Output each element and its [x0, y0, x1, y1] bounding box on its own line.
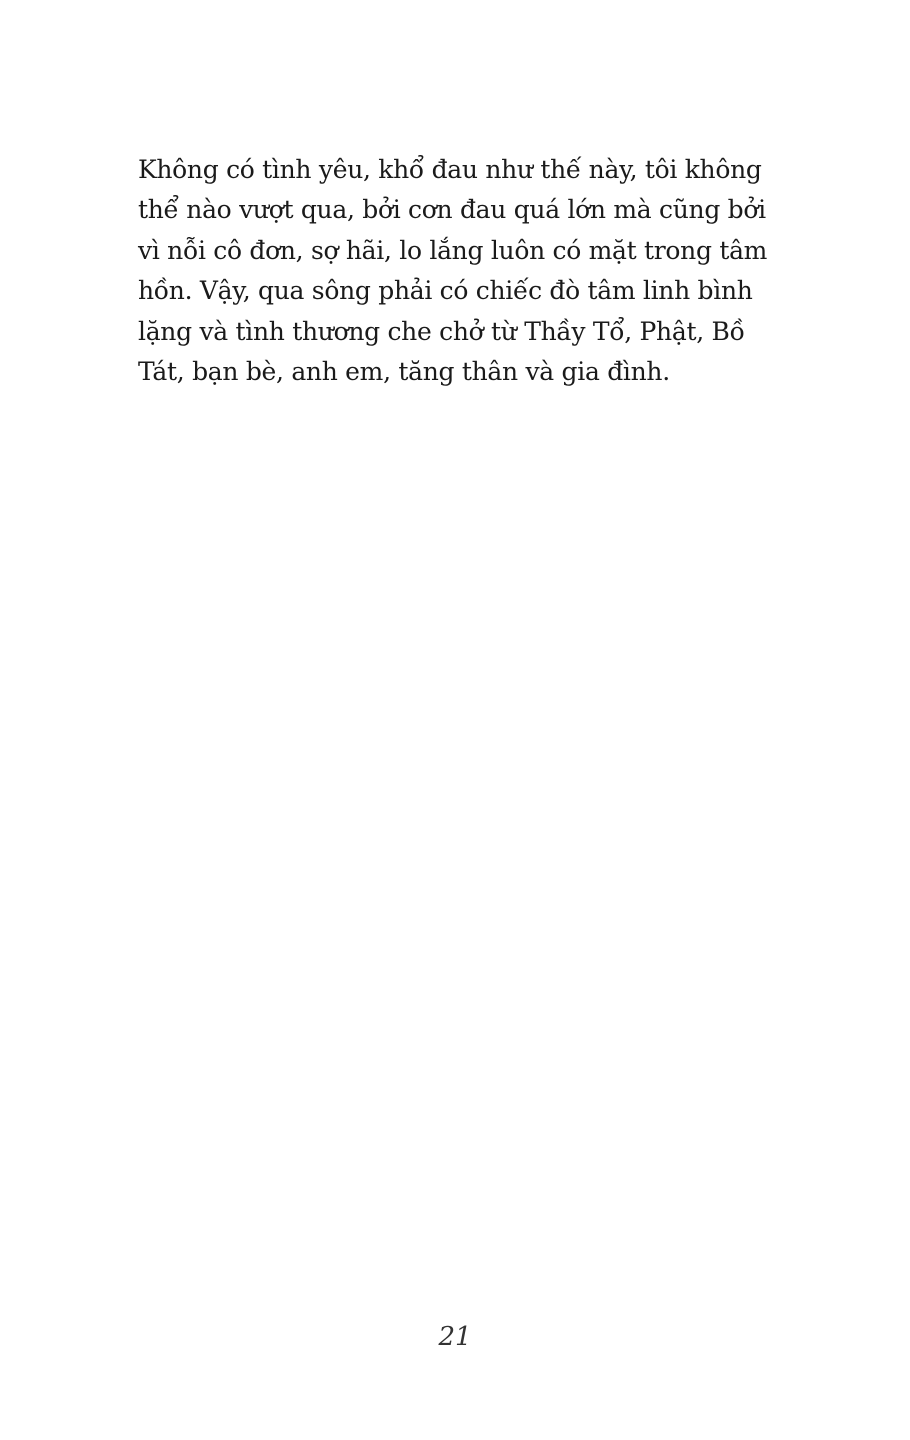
paragraph-line: Tát, bạn bè, anh em, tăng thân và gia đình. [138, 357, 670, 387]
paragraph-line: hồn. Vậy, qua sông phải có chiếc đò tâm linh bình [138, 276, 753, 306]
paragraph-line: lặng và tình thương che chở từ Thầy Tổ, Phật, Bồ [138, 316, 745, 346]
paragraph-line: thể nào vượt qua, bởi cơn đau quá lớn mà cũng bởi [138, 195, 766, 225]
body-paragraph [138, 150, 778, 392]
page-number: 21 [438, 1322, 472, 1352]
paragraph-line: Không có tình yêu, khổ đau như thế này, tôi không [138, 155, 762, 184]
paragraph-line: vì nỗi cô đơn, sợ hãi, lo lắng luôn có mặt trong tâm [138, 235, 768, 265]
